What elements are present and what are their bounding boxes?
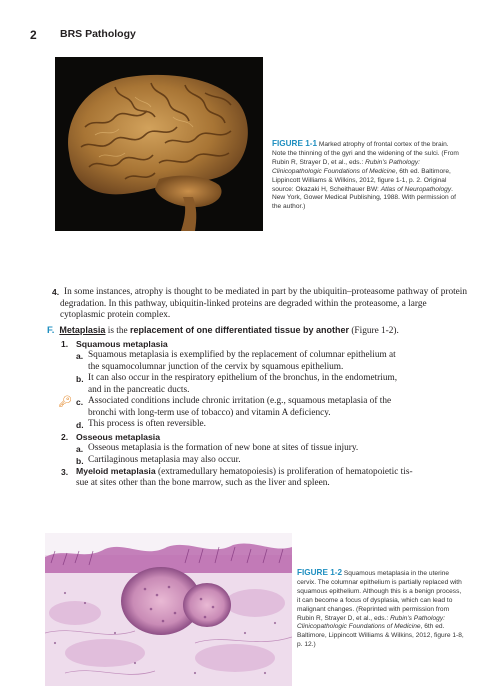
caption-text: , 6th ed. Baltimore, Lippincott Williams & Wilkins, 2012, figure 1-1, p. 2. Original source: Okazaki H, Scheithauer BW:: [272, 167, 451, 193]
list-number: 1.: [61, 339, 69, 349]
histology-photo: [45, 533, 292, 686]
subheading-osseous-metaplasia: Osseous metaplasia: [76, 432, 161, 442]
figure-1-1-caption: [272, 140, 464, 212]
sub-letter: d.: [76, 420, 84, 430]
text-line: the squamocolumnar junction of the cervix by squamous epithelium.: [88, 362, 344, 372]
running-header: BRS Pathology: [60, 28, 136, 40]
list-number: 3.: [61, 467, 69, 477]
figure-label: FIGURE 1-2: [297, 568, 343, 577]
paragraph: In some instances, atrophy is thought to be mediated in part by the ubiquitin–proteasome pathway of protein degradation. In this pathway, ubiquitin-linked proteins are degraded within the proteasome, a large cytoplasmic protein complex.: [60, 287, 468, 320]
figure-label: FIGURE 1-1: [272, 139, 318, 148]
list-number: 4.: [52, 287, 60, 297]
caption-book-title: Rubin’s Pathology: Clinicopathologic Foundations of Medicine: [272, 158, 420, 175]
text-line: sue at sites other than the bone marrow, such as the liver and spleen.: [76, 478, 330, 488]
subheading-squamous-metaplasia: Squamous metaplasia: [76, 339, 168, 349]
figure-1-2-image: [45, 533, 292, 686]
key-icon: 🔑︎: [58, 396, 72, 408]
page-number: 2: [30, 28, 37, 42]
sub-letter: c.: [76, 397, 84, 407]
caption-book-title: Atlas of Neuropathology: [380, 185, 452, 193]
caption-book-title: Rubin’s Pathology: Clinicopathologic Foundations of Medicine: [297, 614, 445, 631]
text-line: and in the pancreatic ducts.: [88, 385, 190, 395]
section-letter: F.: [47, 325, 55, 336]
text-line: It can also occur in the respiratory epithelium of the bronchus, in the endometrium,: [88, 373, 398, 383]
sub-letter: a.: [76, 444, 84, 454]
sub-letter: b.: [76, 456, 84, 466]
figure-1-2-caption: [297, 569, 465, 650]
section-text: is the: [105, 326, 130, 336]
subheading-myeloid-metaplasia: Myeloid metaplasia: [76, 466, 156, 476]
text-line: Squamous metaplasia is exemplified by the replacement of columnar epithelium at: [88, 350, 396, 360]
figure-reference: (Figure 1-2).: [349, 326, 399, 336]
section-f-heading: [47, 325, 467, 338]
text-line: Cartilaginous metaplasia may also occur.: [88, 455, 241, 465]
section-term: Metaplasia: [59, 325, 106, 335]
list-item-4: [52, 287, 468, 322]
list-number: 2.: [61, 432, 69, 442]
caption-text: . New York, Gower Medical Publishing, 1988. With permission of the author.): [272, 185, 456, 211]
text-line: Osseous metaplasia is the formation of new bone at sites of tissue injury.: [88, 443, 359, 453]
section-definition: replacement of one differentiated tissue by another: [129, 325, 350, 335]
text-line: This process is often reversible.: [88, 419, 206, 429]
text-line: Associated conditions include chronic irritation (e.g., squamous metaplasia of the: [88, 396, 392, 406]
brain-photo: [55, 57, 263, 231]
sub-letter: b.: [76, 374, 84, 384]
text-line: [76, 466, 413, 479]
text-fragment: (extramedullary hematopoiesis) is proliferation of hematopoietic tis-: [155, 467, 413, 477]
sub-letter: a.: [76, 351, 84, 361]
text-line: bronchi with long-term use of tobacco) and vitamin A deficiency.: [88, 408, 331, 418]
figure-1-1-image: [55, 57, 263, 231]
caption-text: Squamous metaplasia in the uterine cervix. The columnar epithelium is partially replaced with squamous epithelium. Although this is a benign process, it can become a focus of dysplasia, which can lead to malignant changes. (Reprinted with permission from Rubin R, Strayer D, et al., eds.:: [297, 570, 462, 622]
caption-text: Marked atrophy of frontal cortex of the brain. Note the thinning of the gyri and the widening of the sulci. (From Rubin R, Strayer D, et al., eds.:: [272, 141, 459, 166]
caption-text: , 6th ed. Baltimore, Lippincott Williams & Wilkins, 2012, figure 1-8, p. 12.): [297, 623, 464, 649]
